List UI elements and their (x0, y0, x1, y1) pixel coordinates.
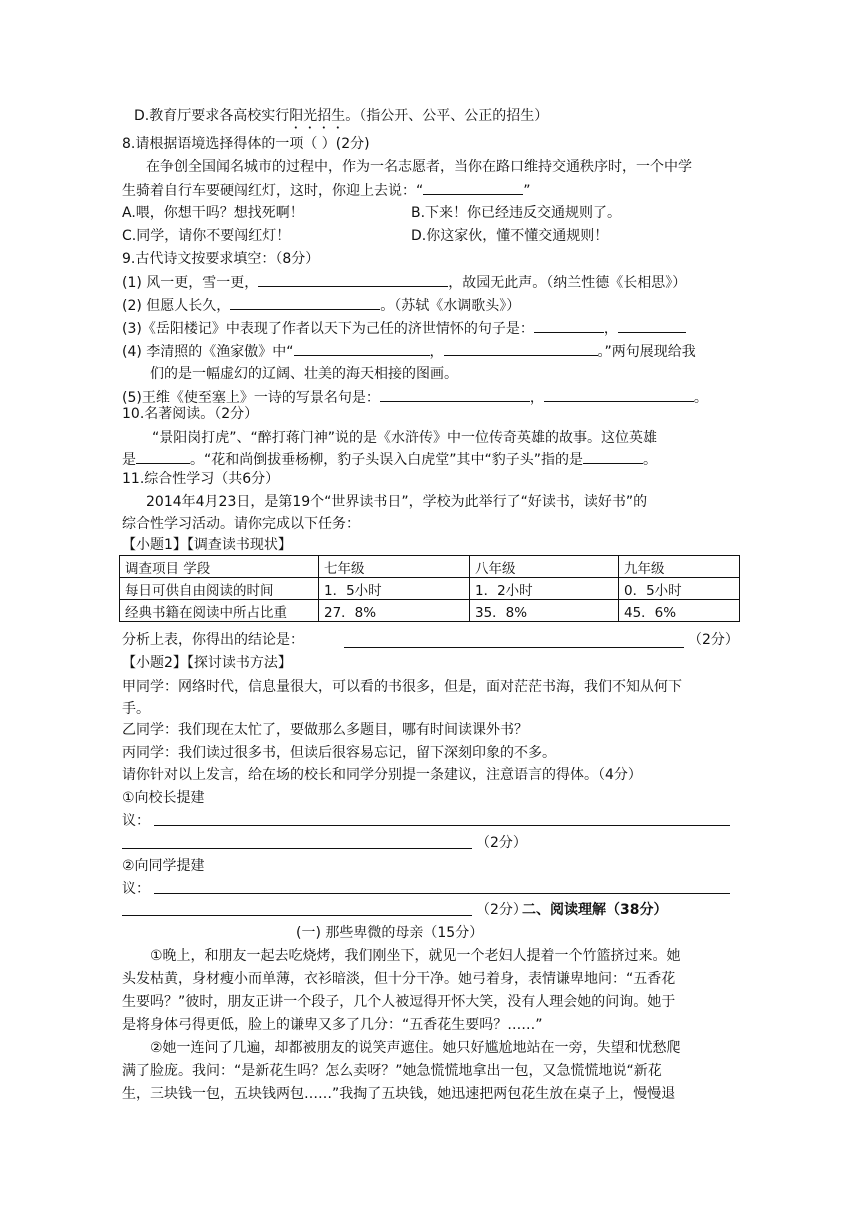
q9-line-4-cont: 们的是一幅虚幻的辽阔、壮美的海天相接的图画。 (150, 366, 458, 382)
q9-blank-3a[interactable] (534, 318, 604, 333)
q9-line-4-sep: ， (429, 344, 444, 360)
q11-title: 11.综合性学习（共6分） (122, 471, 280, 487)
table-cell: 0．5小时 (619, 578, 740, 600)
q11-student-answer-line-2[interactable] (122, 915, 472, 916)
q9-blank-5b[interactable] (544, 387, 694, 402)
q8-answer-blank[interactable] (423, 180, 523, 195)
passage-line: ②她一连问了几遍，却都被朋友的说笑声遮住。她只好尴尬地站在一旁，失望和忧愁爬 (150, 1040, 681, 1056)
q11-student-points: （2分） (476, 902, 527, 918)
q9-line-4-text-b: 。”两句展现给我 (597, 344, 696, 360)
table-row-label: 经典书籍在阅读中所占比重 (120, 600, 319, 622)
q9-line-5-text-b: 。 (693, 390, 708, 406)
q9-line-3-text-a: (3)《岳阳楼记》中表现了作者以天下为己任的济世情怀的句子是： (122, 321, 534, 337)
q7-option-d (134, 106, 548, 132)
q11-sub2-heading: 【小题2】【探讨读书方法】 (122, 655, 292, 671)
q11-yi: 乙同学：我们现在太忙了，要做那么多题目，哪有时间读课外书？ (122, 722, 528, 738)
q9-line-1-text-a: (1) 风一更，雪一更， (122, 275, 259, 291)
reading-survey-table (119, 555, 740, 622)
q9-line-1-text-b: ，故园无此声。（纳兰性德《长相思》） (448, 275, 687, 291)
q9-title: 9.古代诗文按要求填空：（8分） (122, 251, 320, 267)
table-cell: 35．8% (470, 600, 619, 622)
q11-analysis-points: （2分） (688, 632, 739, 648)
table-cell: 45．6% (619, 600, 740, 622)
q9-line-2-text-a: (2) 但愿人长久， (122, 298, 231, 314)
q9-line-2-text-b: 。（苏轼《水调歌头》） (380, 298, 521, 314)
q10-line-2-text-a: 是 (122, 452, 136, 468)
q9-line-4 (122, 341, 696, 362)
table-row-label: 每日可供自由阅读的时间 (120, 578, 319, 600)
q11-principal-answer-line-2[interactable] (122, 848, 472, 849)
q8-context-close: ” (523, 183, 531, 199)
q8-title: 8.请根据语境选择得体的一项（ ）(2分) (122, 136, 370, 152)
table-row (120, 600, 740, 622)
q10-line-2-text-b: 。“花和尚倒拔垂杨柳，豹子头误入白虎堂”其中“豹子头”指的是 (190, 452, 584, 468)
q11-analysis-answer-line[interactable] (344, 647, 684, 648)
q9-blank-4b[interactable] (444, 341, 598, 356)
q8-option-a: A.喂，你想干吗？想找死啊！ (122, 205, 304, 221)
q11-intro-1: 2014年4月23日，是第19个“世界读书日”，学校为此举行了“好读书，读好书”的 (146, 494, 648, 510)
q7-option-d-text-b: 。（指公开、公平、公正的招生） (345, 108, 549, 124)
table-header-row (120, 556, 740, 578)
q11-bing: 丙同学：我们读过很多书，但读后很容易忘记，留下深刻印象的不多。 (122, 745, 556, 761)
q9-blank-5a[interactable] (380, 387, 530, 402)
passage-line: 生，三块钱一包，五块钱两包……”我掏了五块钱，她迅速把两包花生放在桌子上，慢慢退 (122, 1086, 676, 1102)
q8-context-line-2 (122, 180, 531, 201)
passage-line: 头发枯黄，身材瘦小而单薄，衣衫暗淡，但十分干净。她弓着身，表情谦卑地问：“五香花 (122, 971, 676, 987)
table-column-header: 七年级 (319, 556, 470, 578)
q8-context-line-1: 在争创全国闻名城市的过程中，作为一名志愿者，当你在路口维持交通秩序时，一个中学 (146, 159, 692, 175)
q9-line-1 (122, 272, 686, 293)
q11-analysis-label: 分析上表，你得出的结论是： (122, 632, 304, 648)
q9-line-5-text-a: (5)王维《使至塞上》一诗的写景名句是： (122, 390, 380, 406)
table-column-header: 八年级 (470, 556, 619, 578)
q9-blank-3b[interactable] (618, 318, 686, 333)
q8-context-text: 生骑着自行车要硬闯红灯，这时，你迎上去说：“ (122, 183, 424, 199)
q9-line-4-text-a: (4) 李清照的《渔家傲》中“ (122, 344, 294, 360)
q10-line-2 (122, 449, 657, 470)
q9-blank-1[interactable] (258, 272, 448, 287)
q10-blank-2[interactable] (583, 449, 643, 464)
q11-student-yi: 议： (122, 881, 150, 897)
q10-blank-1[interactable] (136, 449, 190, 464)
passage-line: 满了脸庞。我问：“是新花生吗？怎么卖呀？”她急慌慌地拿出一包，又急慌慌地说“新花 (122, 1063, 662, 1079)
q11-principal-answer-line-1[interactable] (154, 825, 730, 826)
q8-option-b: B.下来！你已经违反交通规则了。 (411, 205, 622, 221)
q7-option-d-text-a: D.教育厅要求各高校实行 (134, 108, 290, 124)
q9-line-3 (122, 318, 686, 339)
q11-jia-line-2: 手。 (122, 701, 150, 717)
passage-title: (一) 那些卑微的母亲（15分） (296, 925, 484, 941)
table-column-header: 九年级 (619, 556, 740, 578)
q10-title: 10.名著阅读。（2分） (122, 406, 259, 422)
passage-line: ①晚上，和朋友一起去吃烧烤，我们刚坐下，就见一个老妇人提着一个竹篮挤过来。她 (150, 948, 681, 964)
q9-line-3-sep: ， (603, 321, 618, 337)
q11-principal-yi: 议： (122, 813, 150, 829)
q11-jia-line-1: 甲同学：网络时代，信息量很大，可以看的书很多，但是，面对茫茫书海，我们不知从何下 (122, 679, 682, 695)
q9-line-2 (122, 295, 520, 316)
q11-sub1-heading: 【小题1】【调查读书现状】 (122, 537, 292, 553)
table-cell: 27．8% (319, 600, 470, 622)
q9-line-5-sep: ， (529, 390, 544, 406)
q8-option-c: C.同学，请你不要闯红灯！ (122, 228, 291, 244)
q11-principal-points: （2分） (476, 835, 527, 851)
q11-principal-label: ①向校长提建 (122, 790, 205, 806)
table-cell: 1．5小时 (319, 578, 470, 600)
q10-line-1: “景阳岗打虎”、“醉打蒋门神”说的是《水浒传》中一位传奇英雄的故事。这位英雄 (152, 430, 658, 446)
q10-line-2-text-c: 。 (643, 452, 658, 468)
section2-title: 二、阅读理解（38分） (522, 902, 668, 918)
table-row (120, 578, 740, 600)
q8-option-d: D.你这家伙，懂不懂交通规则！ (411, 228, 609, 244)
passage-line: 是将身体弓得更低，脸上的谦卑又多了几分：“五香花生要吗？……” (122, 1017, 543, 1033)
table-corner-cell: 调查项目 学段 (120, 556, 319, 578)
passage-line: 生要吗？”彼时，朋友正讲一个段子，几个人被逗得开怀大笑，没有人理会她的问询。她于 (122, 994, 676, 1010)
q11-intro-2: 综合性学习活动。请你完成以下任务： (122, 516, 360, 532)
table-cell: 1．2小时 (470, 578, 619, 600)
q9-blank-4a[interactable] (294, 341, 430, 356)
q7-option-d-emphasis: 阳光招生 (289, 108, 346, 124)
q9-blank-2[interactable] (230, 295, 380, 310)
q11-student-label: ②向同学提建 (122, 858, 205, 874)
q11-student-answer-line-1[interactable] (154, 893, 730, 894)
q11-prompt: 请你针对以上发言，给在场的校长和同学分别提一条建议，注意语言的得体。（4分） (122, 767, 642, 783)
